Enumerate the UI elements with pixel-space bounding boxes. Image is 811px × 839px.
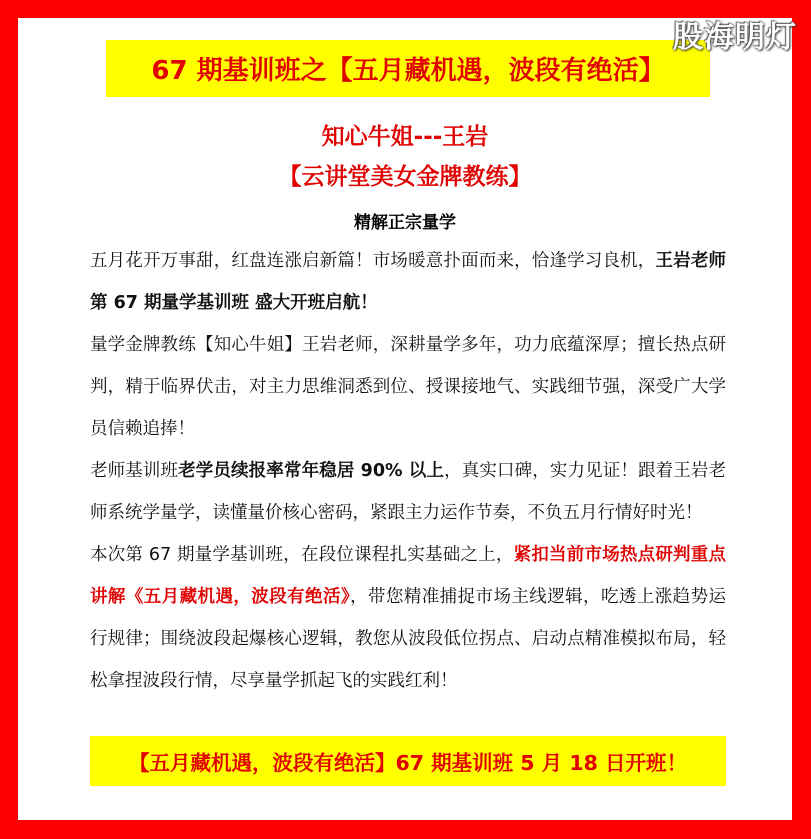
paragraph-1 <box>90 240 726 324</box>
paragraph-2-text: 量学金牌教练【知心牛姐】王岩老师，深耕量学多年，功力底蕴深厚；擅长热点研判，精于临界伏击，对主力思维洞悉到位、授课接地气、实践细节强，深受广大学员信赖追捧！ <box>90 335 726 439</box>
watermark-logo: 股海明灯 <box>673 20 797 55</box>
paragraph-4-highlight: 紧扣当前市场热点研判重点讲解《五月藏机遇，波段有绝活》 <box>90 545 726 607</box>
paragraph-1-text: 五月花开万事甜，红盘连涨启新篇！市场暖意扑面而来，恰逢学习良机， <box>90 251 656 271</box>
tagline: 精解正宗量学 <box>354 213 456 233</box>
paragraph-4 <box>90 534 726 702</box>
footer-banner: 【五月藏机遇，波段有绝活】67 期基训班 5 月 18 日开班！ <box>90 736 726 786</box>
paragraph-4-text-a: 本次第 67 期量学基训班，在段位课程扎实基础之上， <box>90 545 514 565</box>
paragraph-4-text-b: ，带您精准捕捉市场主线逻辑，吃透上涨趋势运行规律；围绕波段起爆核心逻辑，教您从波段低位拐点、启动点精准模拟布局，轻松拿捏波段行情，尽享量学抓起飞的实践红利！ <box>90 587 727 691</box>
author-name: 知心牛姐---王岩 <box>321 124 489 150</box>
content-frame <box>18 18 792 820</box>
paragraph-2 <box>90 324 726 450</box>
paragraph-3-text-b: ，真实口碑，实力见证！跟着王岩老师系统学量学，读懂量价核心密码，紧跟主力运作节奏，不负五月行情好时光！ <box>90 461 727 523</box>
author-subtitle: 【云讲堂美女金牌教练】 <box>278 164 532 190</box>
title-banner: 67 期基训班之【五月藏机遇，波段有绝活】 <box>106 40 710 97</box>
paragraph-1-highlight: 王岩老师第 67 期量学基训班 盛大开班启航！ <box>90 251 726 313</box>
paragraph-3-highlight: 老学员续报率常年稳居 90% 以上 <box>178 461 445 481</box>
paragraph-3-text-a: 老师基训班 <box>90 461 179 481</box>
article-body <box>90 240 726 702</box>
paragraph-3 <box>90 450 726 534</box>
